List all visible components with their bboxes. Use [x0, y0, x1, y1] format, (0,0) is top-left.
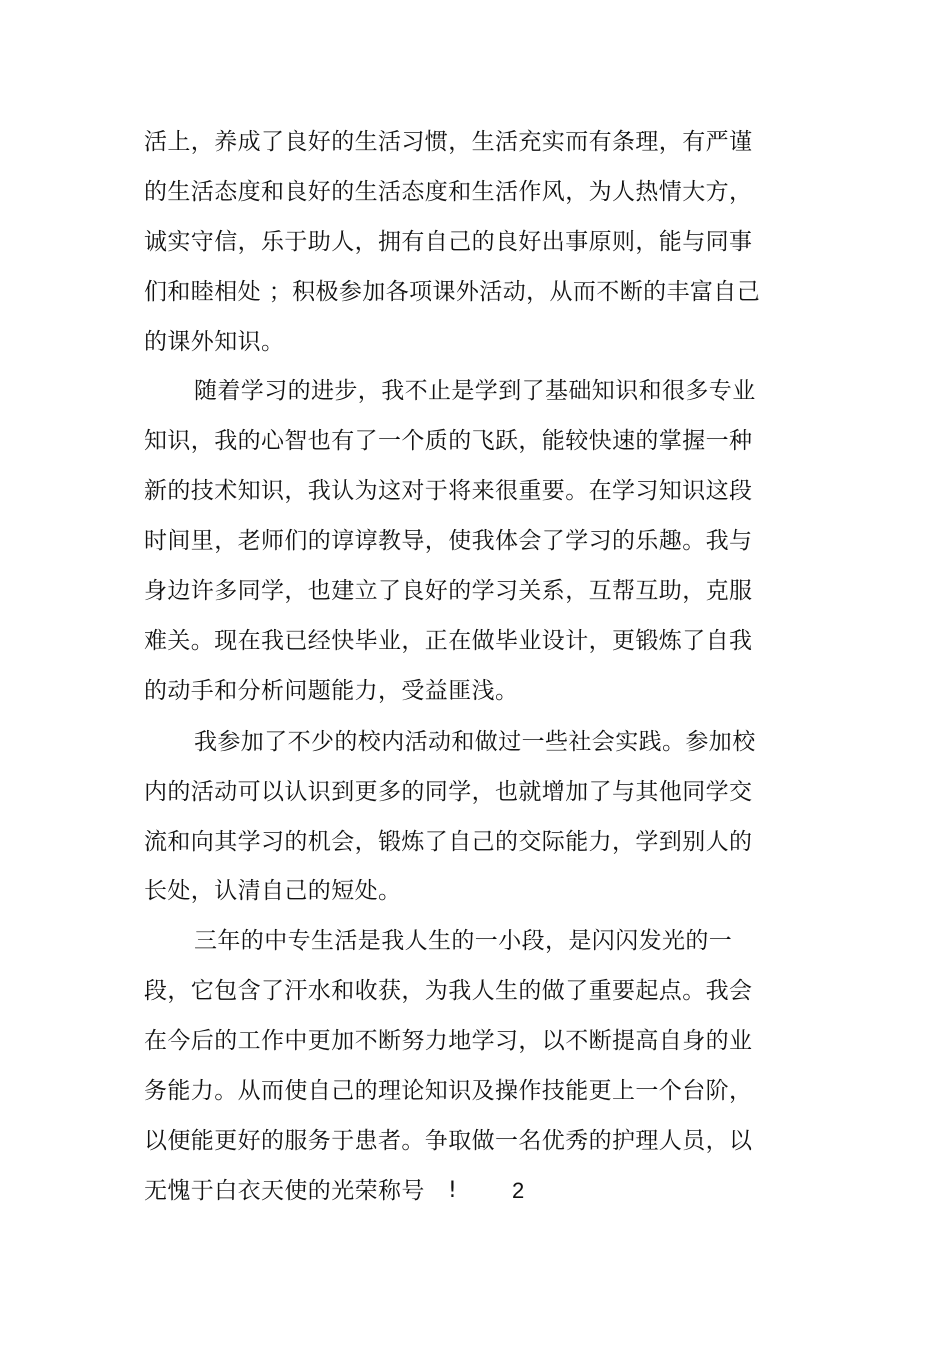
text-line: 以便能更好的服务于患者。争取做一名优秀的护理人员，以: [144, 1128, 753, 1154]
text-line-last: 无愧于白衣天使的光荣称号: [144, 1178, 425, 1204]
text-line: 在今后的工作中更加不断努力地学习，以不断提高自身的业: [144, 1028, 753, 1054]
text-line: 长处，认清自己的短处。: [144, 878, 402, 904]
text-line: 新的技术知识，我认为这对于将来很重要。在学习知识这段: [144, 478, 753, 504]
text-line: 的课外知识。: [144, 329, 285, 355]
text-line: 们和睦相处 ；积极参加各项课外活动，从而不断的丰富自己: [144, 279, 761, 305]
text-line: 段，它包含了汗水和收获，为我人生的做了重要起点。我会: [144, 978, 753, 1004]
text-line: 活上，养成了良好的生活习惯，生活充实而有条理，有严谨: [144, 129, 753, 155]
paragraph-first-line: 随着学习的进步，我不止是学到了基础知识和很多专业: [194, 378, 756, 404]
text-line: 诚实守信，乐于助人，拥有自己的良好出事原则，能与同事: [144, 229, 753, 255]
exclamation-mark: !: [448, 1178, 457, 1203]
text-line: 的生活态度和良好的生活态度和生活作风，为人热情大方，: [144, 179, 753, 205]
text-line: 身边许多同学，也建立了良好的学习关系，互帮互助，克服: [144, 578, 753, 604]
text-line: 时间里，老师们的谆谆教导，使我体会了学习的乐趣。我与: [144, 528, 753, 554]
text-line: 务能力。从而使自己的理论知识及操作技能更上一个台阶，: [144, 1078, 753, 1104]
paragraph-first-line: 我参加了不少的校内活动和做过一些社会实践。参加校: [194, 729, 756, 755]
page-number: 2: [512, 1178, 525, 1203]
text-line: 的动手和分析问题能力，受益匪浅。: [144, 678, 519, 704]
text-line: 难关。现在我已经快毕业，正在做毕业设计，更锻炼了自我: [144, 628, 753, 654]
text-line: 知识，我的心智也有了一个质的飞跃，能较快速的掌握一种: [144, 428, 753, 454]
paragraph-first-line: 三年的中专生活是我人生的一小段，是闪闪发光的一: [194, 928, 733, 954]
text-line: 内的活动可以认识到更多的同学，也就增加了与其他同学交: [144, 779, 753, 805]
text-line: 流和向其学习的机会，锻炼了自己的交际能力，学到别人的: [144, 829, 753, 855]
